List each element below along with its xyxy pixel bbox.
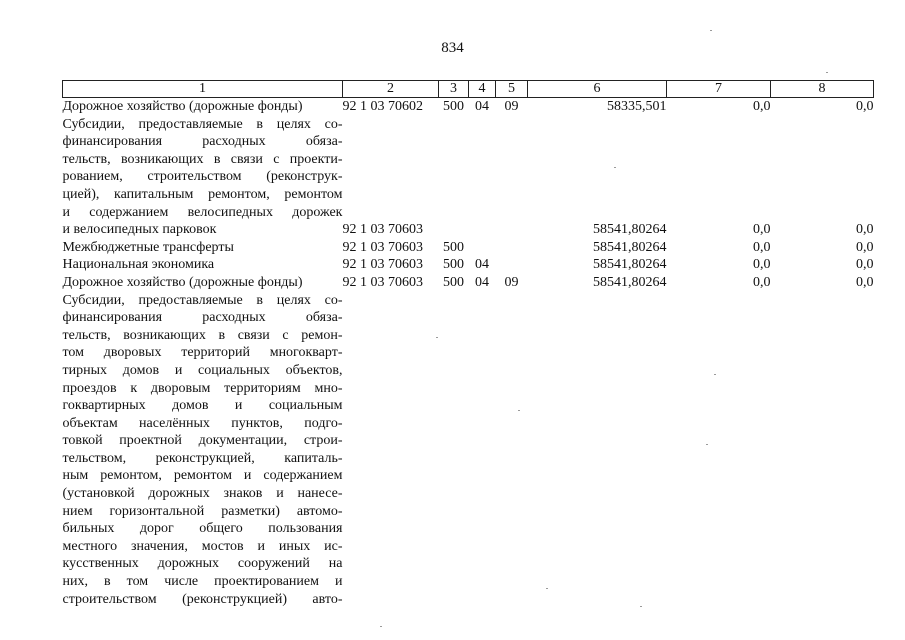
- scan-speck: [706, 444, 708, 445]
- table-row: [63, 256, 874, 274]
- subsection-code: [496, 116, 528, 239]
- description-line: тельств, возникающих в связи с ремон-: [62, 327, 343, 343]
- amount-col-6: [528, 292, 667, 609]
- subsection-code: [496, 239, 528, 257]
- table-row: [63, 292, 874, 609]
- amount-col-7: [667, 292, 771, 609]
- target-code: [343, 292, 439, 609]
- row-description: [63, 239, 343, 257]
- section-code: 04: [475, 99, 489, 114]
- description-line: тельств, возникающих в связи с проекти-: [62, 151, 343, 167]
- description-line: цией), капитальным ремонтом, ремонтом: [62, 186, 343, 202]
- subsection-code: [496, 256, 528, 274]
- row-description: [63, 292, 343, 609]
- description-line: Субсидии, предоставляемые в целях со-: [62, 116, 343, 132]
- description-line: строительством (реконструкцией) авто-: [62, 591, 343, 607]
- scan-speck: [640, 606, 642, 607]
- description-line: Национальная экономика: [62, 257, 215, 273]
- expense-type-code: 500: [443, 274, 464, 290]
- header-col-6: 6: [528, 81, 667, 98]
- description-line: тельством, реконструкцией, капиталь-: [62, 450, 343, 466]
- target-code: 92 1 03 70603: [342, 239, 423, 255]
- amount-col-8: 0,0: [856, 257, 874, 273]
- target-code: 92 1 03 70603: [342, 274, 423, 290]
- description-line: и содержанием велосипедных дорожек: [62, 204, 343, 220]
- header-col-4: 4: [469, 81, 496, 98]
- header-col-5: 5: [496, 81, 528, 98]
- row-description: [63, 256, 343, 274]
- page-number: 834: [441, 40, 464, 56]
- section-code: [469, 116, 496, 239]
- amount-col-7: 0,0: [753, 239, 771, 255]
- description-line: товкой проектной документации, строи-: [62, 433, 343, 449]
- amount-col-6: 58541,80264: [593, 222, 667, 238]
- scan-speck: [714, 374, 716, 375]
- table-row: [63, 274, 874, 292]
- section-code: [469, 292, 496, 609]
- header-col-3: 3: [439, 81, 469, 98]
- section-code: 04: [475, 274, 489, 290]
- description-line: местного значения, мостов и иных ис-: [62, 538, 343, 554]
- table-row: [63, 116, 874, 239]
- target-code: 92 1 03 70602: [342, 99, 423, 114]
- section-code: [469, 239, 496, 257]
- description-line: Дорожное хозяйство (дорожные фонды): [62, 274, 303, 290]
- header-col-7: 7: [667, 81, 771, 98]
- scan-speck: [518, 410, 520, 411]
- amount-col-8: 0,0: [856, 239, 874, 255]
- amount-col-8: 0,0: [856, 274, 874, 290]
- amount-col-8: [771, 292, 874, 609]
- expense-type-code: [439, 116, 469, 239]
- amount-col-7: 0,0: [753, 222, 771, 238]
- subsection-code: [496, 292, 528, 609]
- amount-col-8: 0,0: [856, 99, 874, 114]
- description-line: том дворовых территорий многокварт-: [62, 345, 343, 361]
- subsection-code: 09: [504, 274, 519, 290]
- description-line: бильных дорог общего пользования: [62, 521, 343, 537]
- section-code: 04: [475, 257, 489, 273]
- target-code: 92 1 03 70603: [342, 257, 423, 273]
- row-description: [63, 98, 343, 116]
- amount-col-7: 0,0: [753, 99, 771, 114]
- scan-speck: [614, 167, 616, 168]
- expense-type-code: 500: [443, 99, 464, 114]
- description-line: проездов к дворовым территориям мно-: [62, 380, 343, 396]
- amount-col-7: 0,0: [753, 257, 771, 273]
- description-line: Субсидии, предоставляемые в целях со-: [62, 292, 343, 308]
- scan-speck: [710, 30, 712, 31]
- description-line: нием горизонтальной разметки) автомо-: [62, 503, 343, 519]
- description-line: ным ремонтом, ремонтом и содержанием: [62, 468, 343, 484]
- scan-speck: [436, 337, 438, 338]
- scan-speck: [546, 588, 548, 589]
- amount-col-6: 58541,80264: [593, 239, 667, 255]
- amount-col-6: 58541,80264: [593, 257, 667, 273]
- expense-type-code: 500: [443, 239, 464, 255]
- description-line: кусственных дорожных сооружений на: [62, 556, 343, 572]
- description-line: них, в том числе проектированием и: [62, 574, 343, 590]
- description-line: объектам населённых пунктов, подго-: [62, 415, 343, 431]
- amount-col-6: 58335,501: [607, 99, 667, 114]
- subsection-code: 09: [504, 99, 519, 114]
- header-col-1: 1: [63, 81, 343, 98]
- description-line: (установкой дорожных знаков и нанесе-: [62, 486, 343, 502]
- description-line: гоквартирных домов и социальным: [62, 398, 343, 414]
- description-line: тирных домов и социальных объектов,: [62, 362, 343, 378]
- description-line: финансирования расходных обяза-: [62, 134, 343, 150]
- table-row: [63, 98, 874, 116]
- table-row: [63, 239, 874, 257]
- amount-col-6: 58541,80264: [593, 274, 667, 290]
- budget-table: [62, 80, 874, 608]
- row-description: [63, 274, 343, 292]
- description-line: финансирования расходных обяза-: [62, 310, 343, 326]
- description-line: Межбюджетные трансферты: [62, 239, 234, 255]
- amount-col-8: 0,0: [856, 222, 874, 238]
- target-code: 92 1 03 70603: [342, 222, 423, 238]
- header-col-2: 2: [343, 81, 439, 98]
- scan-speck: [380, 626, 382, 627]
- description-line: Дорожное хозяйство (дорожные фонды): [62, 99, 303, 114]
- scan-speck: [826, 72, 828, 73]
- description-line: и велосипедных парковок: [62, 222, 217, 238]
- expense-type-code: 500: [443, 257, 464, 273]
- expense-type-code: [439, 292, 469, 609]
- amount-col-7: 0,0: [753, 274, 771, 290]
- row-description: [63, 116, 343, 239]
- description-line: рованием, строительством (реконструк-: [62, 169, 343, 185]
- header-col-8: 8: [771, 81, 874, 98]
- header-row: [63, 81, 874, 98]
